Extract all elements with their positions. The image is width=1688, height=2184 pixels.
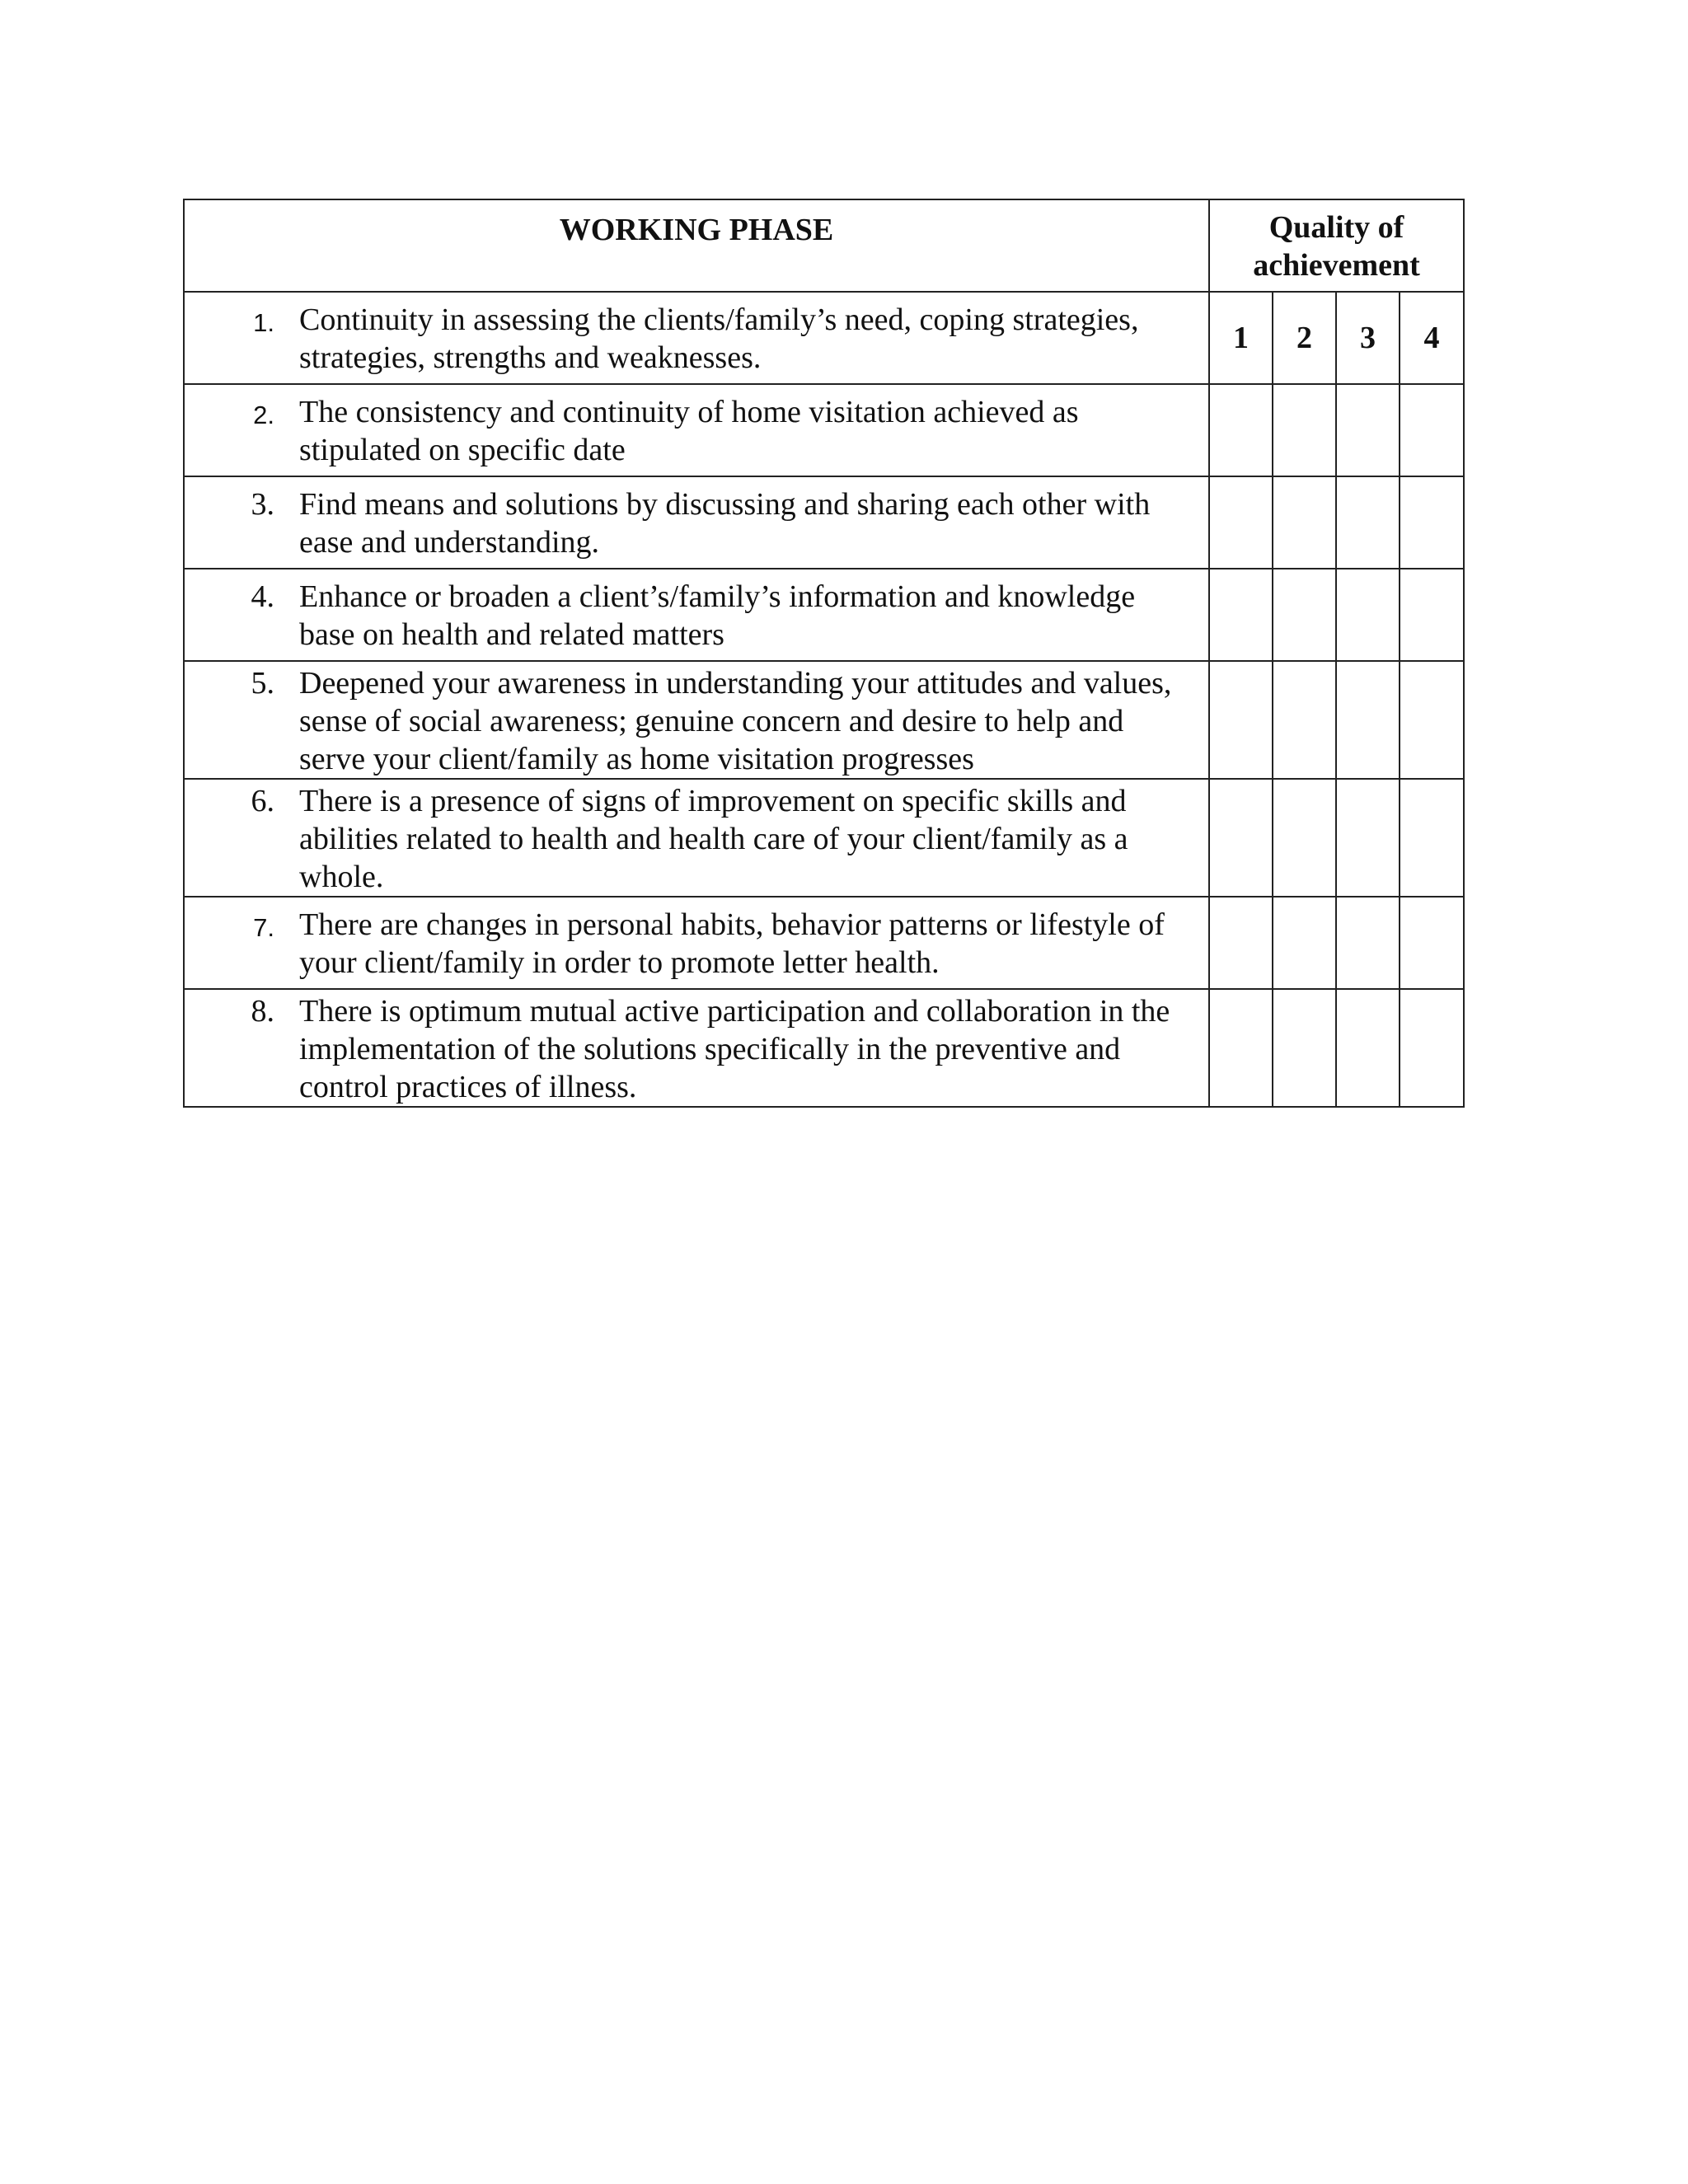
score-cell-2[interactable] [1273,779,1336,897]
score-cell-2[interactable] [1273,569,1336,661]
item-number: 1. [253,308,274,337]
score-cell-4[interactable] [1400,569,1464,661]
quality-header-line-1: Quality of [1268,210,1404,245]
score-label-3: 3 [1336,292,1400,384]
score-cell-1[interactable] [1209,989,1273,1107]
item-number: 6. [251,784,274,818]
score-cell-2[interactable] [1273,661,1336,779]
score-label-4: 4 [1400,292,1464,384]
item-number: 2. [253,401,274,429]
score-cell-3[interactable] [1336,476,1400,569]
quality-header-line-2: achievement [1253,248,1420,283]
score-cell-3[interactable] [1336,779,1400,897]
item-text: There is a presence of signs of improvement on specific skills and abilities related to health and health care of your client/family as a whole. [299,784,1128,894]
quality-of-achievement-header [1209,199,1464,292]
item-text: Continuity in assessing the clients/family’s need, coping strategies, strategies, strengths and weaknesses. [299,302,1139,375]
score-cell-4[interactable] [1400,384,1464,476]
score-cell-1[interactable] [1209,779,1273,897]
item-cell-1 [184,292,1209,384]
score-cell-2[interactable] [1273,989,1336,1107]
score-cell-2[interactable] [1273,476,1336,569]
score-cell-1[interactable] [1209,476,1273,569]
item-text: Deepened your awareness in understanding your attitudes and values, sense of social awareness; genuine concern and desire to help and serve your client/family as home visitation progresses [299,666,1172,776]
score-cell-2[interactable] [1273,384,1336,476]
score-cell-1[interactable] [1209,897,1273,989]
item-number: 5. [251,666,274,701]
score-cell-1[interactable] [1209,569,1273,661]
score-label-2: 2 [1273,292,1336,384]
item-cell-4 [184,569,1209,661]
score-cell-4[interactable] [1400,779,1464,897]
table-row [184,897,1464,989]
score-cell-4[interactable] [1400,476,1464,569]
item-cell-2 [184,384,1209,476]
score-label-1: 1 [1209,292,1273,384]
item-text: Find means and solutions by discussing and sharing each other with ease and understanding. [299,487,1151,560]
table-row [184,292,1464,384]
score-cell-3[interactable] [1336,897,1400,989]
item-cell-5 [184,661,1209,779]
table-row [184,989,1464,1107]
item-text: Enhance or broaden a client’s/family’s information and knowledge base on health and related matters [299,579,1136,652]
score-cell-3[interactable] [1336,384,1400,476]
item-number: 3. [251,487,274,522]
item-cell-3 [184,476,1209,569]
table-title: WORKING PHASE [184,199,1209,292]
table-row [184,569,1464,661]
table-row [184,476,1464,569]
score-cell-1[interactable] [1209,661,1273,779]
item-text: There is optimum mutual active participation and collaboration in the implementation of the solutions specifically in the preventive and control practices of illness. [299,994,1170,1104]
item-text: There are changes in personal habits, behavior patterns or lifestyle of your client/family in order to promote letter health. [299,907,1165,980]
table-row [184,661,1464,779]
table-row [184,384,1464,476]
score-cell-1[interactable] [1209,384,1273,476]
score-cell-3[interactable] [1336,661,1400,779]
item-cell-6 [184,779,1209,897]
item-number: 4. [251,579,274,614]
score-cell-3[interactable] [1336,989,1400,1107]
header-row [184,199,1464,292]
item-cell-8 [184,989,1209,1107]
score-cell-2[interactable] [1273,897,1336,989]
working-phase-table [183,199,1465,1108]
score-cell-4[interactable] [1400,989,1464,1107]
score-cell-4[interactable] [1400,897,1464,989]
working-phase-form [183,199,1465,1108]
score-cell-4[interactable] [1400,661,1464,779]
score-cell-3[interactable] [1336,569,1400,661]
item-number: 7. [253,913,274,942]
item-number: 8. [251,994,274,1029]
item-cell-7 [184,897,1209,989]
item-text: The consistency and continuity of home visitation achieved as stipulated on specific date [299,395,1079,467]
table-row [184,779,1464,897]
